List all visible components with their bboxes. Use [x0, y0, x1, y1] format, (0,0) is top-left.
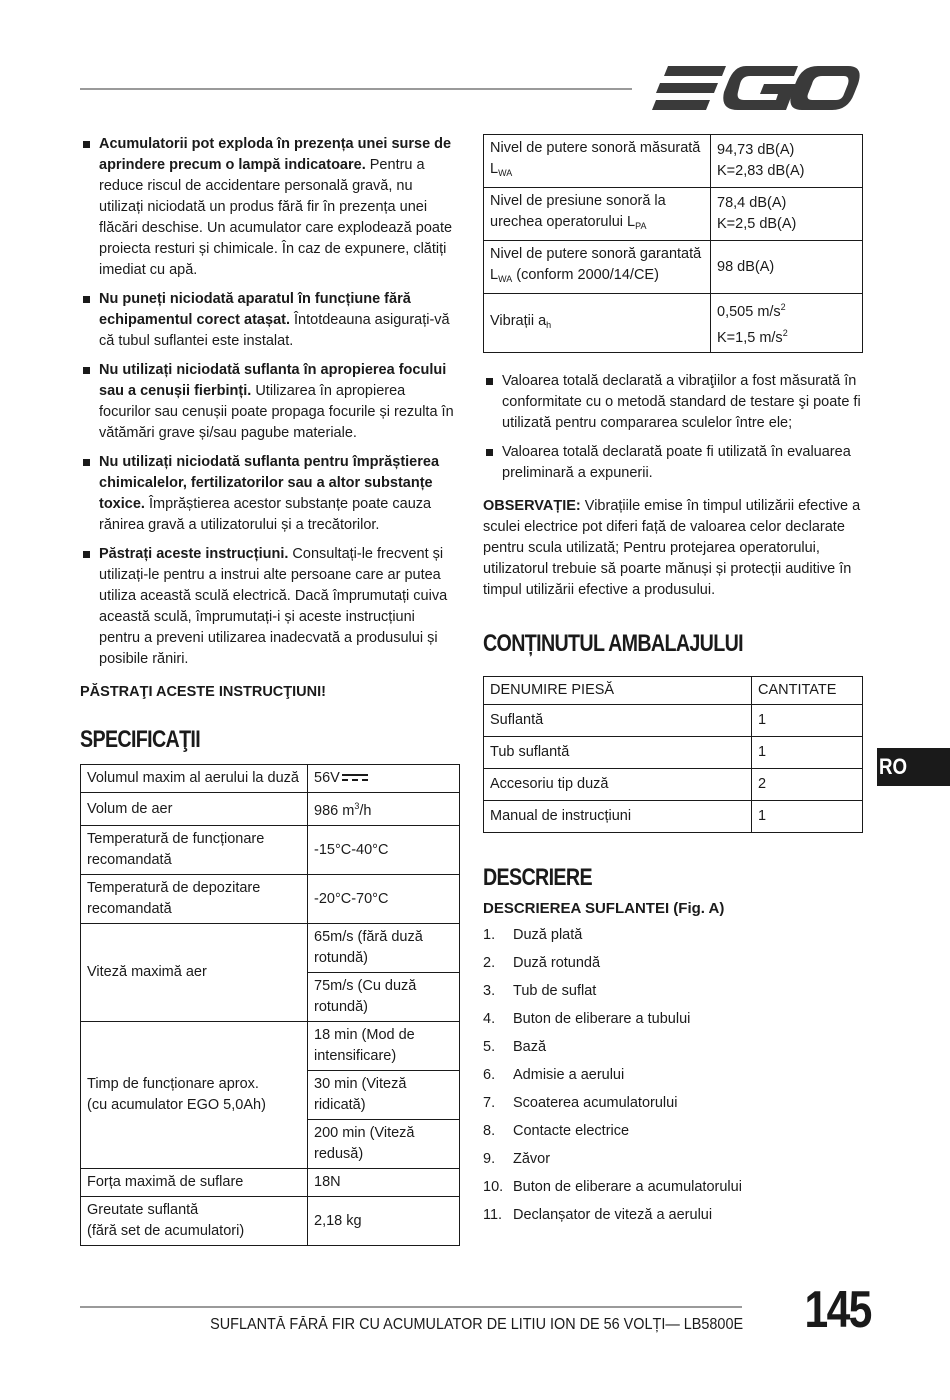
description-title: DESCRIERE — [483, 864, 592, 891]
list-item: 7. Scoaterea acumulatorului — [483, 1095, 678, 1111]
part-name: Manual de instrucțiuni — [484, 801, 752, 833]
list-item: 10. Buton de eliberare a acumulatorului — [483, 1179, 742, 1195]
part-qty: 1 — [752, 737, 863, 769]
spec-label: Volum de aer — [81, 793, 308, 826]
safety-item: Nu utilizați niciodată suflanta în apropierea focului sau a cenușii fierbinți. Utilizarea în apropierea focurilor sau cenușii poate propaga focurile și rezulta în vătămări grave și/sau pagube materiale. — [80, 360, 460, 444]
spec-value: 56V — [308, 765, 460, 793]
spec-value: 986 $m^3/h$ — [308, 793, 460, 826]
spec-label: Volumul maxim al aerului la duză — [81, 765, 308, 793]
safety-item: Acumulatorii pot exploda în prezența unei surse de aprindere precum o lampă indicatoare. Pentru a reduce riscul de accidentare personală gravă, nu utilizați niciodată un produs fără fir în prezența unei flăcări deschise. Un acumulator care explodează poate proiecta resturi și chimicale. În caz de expunere, clătiți imediat cu apă. — [80, 134, 460, 281]
table-row — [484, 801, 863, 833]
description-list — [483, 925, 863, 1233]
keep-instructions-note: PĂSTRAŢI ACESTE INSTRUCŢIUNI! — [80, 684, 326, 700]
dc-symbol-icon — [342, 773, 368, 783]
list-item: 8. Contacte electrice — [483, 1123, 630, 1139]
vibration-value: 0,505 $m/s^2$ K=1,5 $m/s^2$ — [711, 294, 863, 353]
spec-value: 200 min (Viteză redusă) — [308, 1120, 460, 1169]
table-row — [81, 1169, 460, 1197]
list-item: 6. Admisie a aerului — [483, 1067, 625, 1083]
list-item: 11. Declanșator de viteză a aerului — [483, 1207, 713, 1223]
ego-logo — [652, 64, 860, 112]
table-row — [484, 737, 863, 769]
part-name: Tub suflantă — [484, 737, 752, 769]
table-row — [81, 826, 460, 875]
table-row — [81, 875, 460, 924]
footer-title: SUFLANTĂ FĂRĂ FIR CU ACUMULATOR DE LITIU ION DE 56 VOLȚI— LB5800E — [210, 1316, 743, 1333]
safety-item: Păstrați aceste instrucțiuni. Consultați-le frecvent și utilizați-le pentru a instrui alte persoane care ar putea utiliza această sculă electrică. Dacă împrumutați cuiva această sculă, împrumutați-i și aceste instrucțiuni pentru a preveni utilizarea inadecvată a produsului și posibile răniri. — [80, 544, 460, 670]
table-row — [484, 769, 863, 801]
list-item: 2. Duză rotundă — [483, 955, 601, 971]
table-row — [81, 1022, 460, 1071]
table-row — [484, 241, 863, 294]
noise-label: Nivel de putere sonoră măsurată $L_{WA}$ — [484, 135, 711, 188]
description-subtitle: DESCRIEREA SUFLANTEI (Fig. A) — [483, 900, 725, 917]
specs-table — [80, 764, 460, 1246]
safety-item: Nu puneți niciodată aparatul în funcțiune fără echipamentul corect atașat. Întotdeauna asigurați-vă că tubul suflantei este instalat. — [80, 289, 460, 352]
spec-value: 2,18 kg — [308, 1197, 460, 1246]
spec-value: 18 min (Mod de intensificare) — [308, 1022, 460, 1071]
table-row — [484, 294, 863, 353]
part-name: Accesoriu tip duză — [484, 769, 752, 801]
noise-value: 98 dB(A) — [711, 241, 863, 294]
vibration-note: Valoarea totală declarată poate fi utilizată în evaluarea preliminară a expunerii. — [483, 442, 863, 484]
right-column — [483, 134, 863, 1233]
spec-label: Forța maximă de suflare — [81, 1169, 308, 1197]
list-item: 9. Zăvor — [483, 1151, 551, 1167]
spec-label: Timp de funcționare aprox. (cu acumulator EGO 5,0Ah) — [81, 1022, 308, 1169]
spec-value: -15°C-40°C — [308, 826, 460, 875]
list-item: 3. Tub de suflat — [483, 983, 597, 999]
spec-value: 75m/s (Cu duză rotundă) — [308, 973, 460, 1022]
noise-label: Nivel de presiune sonoră la urechea operatorului $L_{PA}$ — [484, 188, 711, 241]
part-name: Suflantă — [484, 705, 752, 737]
vibration-notes — [483, 371, 863, 484]
vibration-note: Valoarea totală declarată a vibraţiilor a fost măsurată în conformitate cu o metodă standard de testare şi poate fi utilizată pentru compararea sculelor între ele; — [483, 371, 863, 434]
noise-value: 94,73 dB(A) K=2,83 dB(A) — [711, 135, 863, 188]
table-row — [81, 1197, 460, 1246]
column-header: CANTITATE — [752, 677, 863, 705]
spec-value: 65m/s (fără duză rotundă) — [308, 924, 460, 973]
spec-value: 30 min (Viteză ridicată) — [308, 1071, 460, 1120]
noise-value: 78,4 dB(A) K=2,5 dB(A) — [711, 188, 863, 241]
spec-label: Greutate suflantă (fără set de acumulatori) — [81, 1197, 308, 1246]
table-row — [81, 765, 460, 793]
table-row — [81, 793, 460, 826]
header-rule — [80, 88, 632, 90]
page-number: 145 — [804, 1281, 871, 1339]
table-header-row — [484, 677, 863, 705]
spec-value: 18N — [308, 1169, 460, 1197]
package-table — [483, 676, 863, 833]
spec-label: Viteză maximă aer — [81, 924, 308, 1022]
noise-label: Nivel de putere sonoră garantată $L_{WA}$ (conform 2000/14/CE) — [484, 241, 711, 294]
part-qty: 1 — [752, 801, 863, 833]
vibration-label: Vibrații $a_h$ — [484, 294, 711, 353]
language-tab: RO — [877, 748, 950, 786]
observation-note: OBSERVAȚIE: Vibrațiile emise în timpul utilizării efective a sculei electrice pot diferi față de valoarea celor declarate pentru scula utilizată; Pentru protejarea operatorului, utilizatorul trebuie să poarte mănuși și protecții auditive în timpul utilizării efective a produsului. — [483, 498, 861, 598]
noise-vibration-table — [483, 134, 863, 353]
safety-item: Nu utilizați niciodată suflanta pentru împrăștierea chimicalelor, fertilizatorilor sau a altor substanțe toxice. Împrăștierea acestor substanțe poate cauza rănirea gravă a utilizatorului și a trecătorilor. — [80, 452, 460, 536]
table-row — [81, 924, 460, 973]
footer-rule — [80, 1306, 742, 1308]
specs-title: SPECIFICAŢII — [80, 726, 201, 753]
spec-label: Temperatură de depozitare recomandată — [81, 875, 308, 924]
list-item: 5. Bază — [483, 1039, 547, 1055]
package-title: CONȚINUTUL AMBALAJULUI — [483, 630, 743, 657]
list-item: 4. Buton de eliberare a tubului — [483, 1011, 691, 1027]
spec-label: Temperatură de funcționare recomandată — [81, 826, 308, 875]
list-item: 1. Duză plată — [483, 927, 583, 943]
safety-list — [80, 134, 460, 670]
left-column — [80, 134, 460, 1246]
column-header: DENUMIRE PIESĂ — [484, 677, 752, 705]
table-row — [484, 188, 863, 241]
spec-value: -20°C-70°C — [308, 875, 460, 924]
table-row — [484, 705, 863, 737]
table-row — [484, 135, 863, 188]
part-qty: 1 — [752, 705, 863, 737]
part-qty: 2 — [752, 769, 863, 801]
